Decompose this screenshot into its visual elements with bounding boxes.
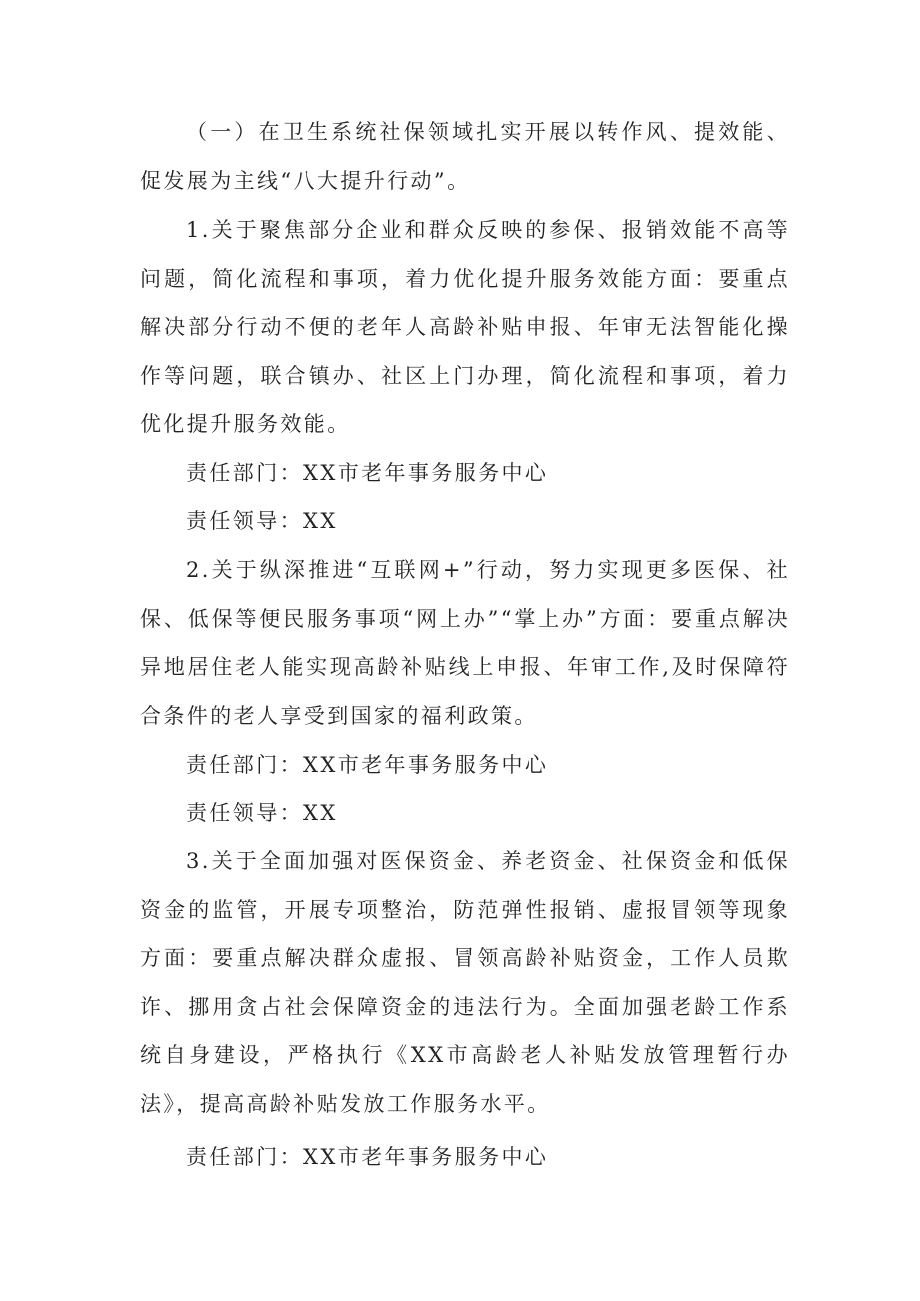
item-3-department: 责任部门：XX市老年事务服务中心 (186, 1145, 549, 1169)
section-heading: （一）在卫生系统社保领域扎实开展以转作风、提效能、促发展为主线“八大提升行动”。 (140, 120, 790, 193)
item-1-department: 责任部门：XX市老年事务服务中心 (186, 461, 549, 485)
item-2-body: 2.关于纵深推进“互联网+”行动，努力实现更多医保、社保、低保等便民服务事项“网上办”“掌上办”方面：要重点解决异地居住老人能实现高龄补贴线上申报、年审工作,及时保障符合条件的老人享受到国家的福利政策。 (140, 558, 790, 728)
item-2-department: 责任部门：XX市老年事务服务中心 (186, 753, 549, 777)
item-2-leader: 责任领导：XX (186, 801, 338, 825)
item-1-leader: 责任领导：XX (186, 509, 338, 533)
item-3-body: 3.关于全面加强对医保资金、养老资金、社保资金和低保资金的监管，开展专项整治，防范弹性报销、虚报冒领等现象方面：要重点解决群众虚报、冒领高龄补贴资金，工作人员欺诈、挪用贪占社会保障资金的违法行为。全面加强老龄工作系统自身建设，严格执行《XX市高龄老人补贴发放管理暂行办法》，提高高龄补贴发放工作服务水平。 (140, 849, 790, 1116)
item-1-body: 1.关于聚焦部分企业和群众反映的参保、报销效能不高等问题，简化流程和事项，着力优化提升服务效能方面：要重点解决部分行动不便的老年人高龄补贴申报、年审无法智能化操作等问题，联合镇办、社区上门办理，简化流程和事项，着力优化提升服务效能。 (140, 218, 790, 436)
